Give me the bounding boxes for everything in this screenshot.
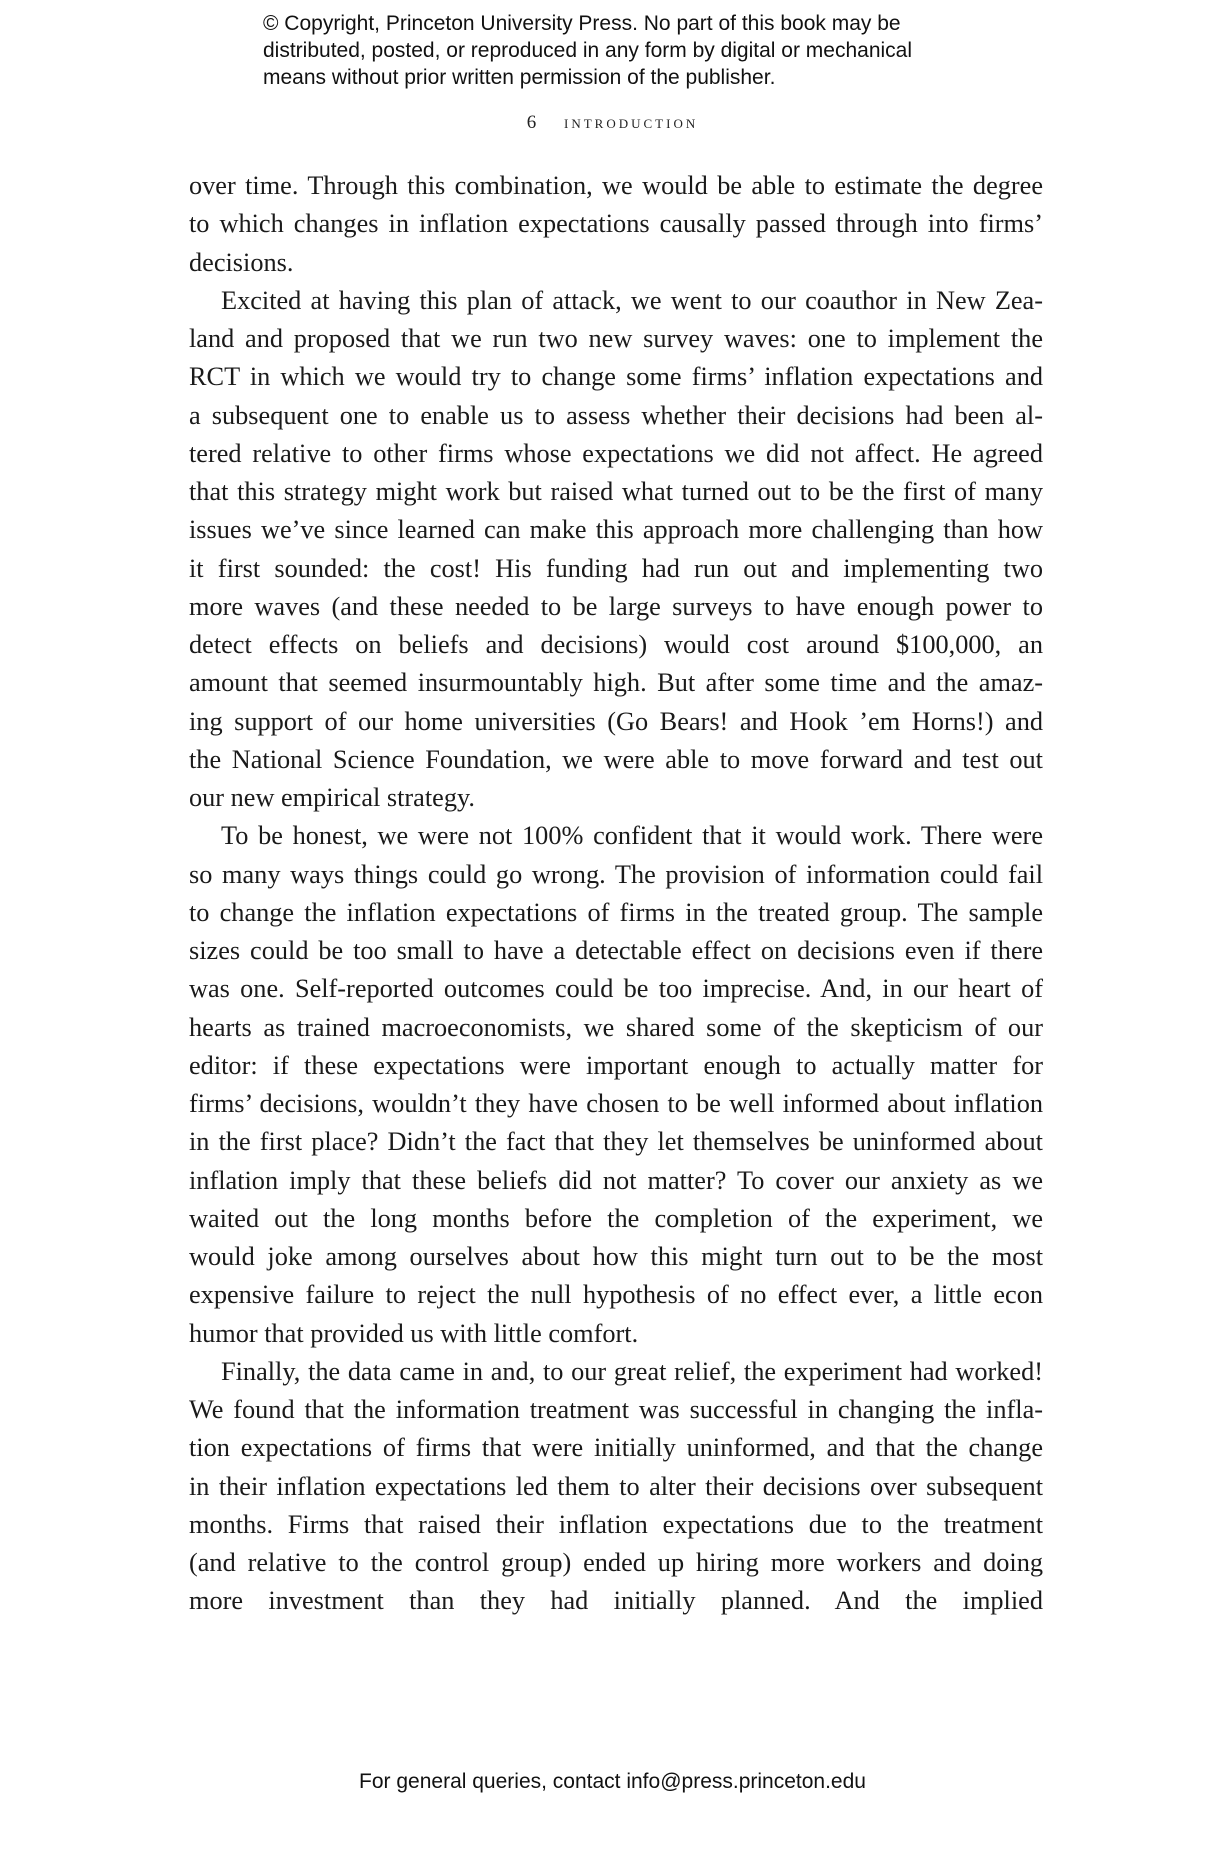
text-line: in the first place? Didn’t the fact that they let themselves be uninformed about (189, 1127, 1043, 1157)
running-head (0, 112, 1225, 134)
copyright-notice (263, 10, 983, 91)
footer-contact: For general queries, contact info@press.princeton.edu (359, 1770, 866, 1793)
text-line: RCT in which we would try to change some firms’ inflation expectations and (189, 362, 1043, 392)
text-line: would joke among ourselves about how this might turn out to be the most (189, 1242, 1043, 1271)
text-line: Excited at having this plan of attack, we went to our coauthor in New Zea- (221, 285, 1043, 315)
text-line: it first sounded: the cost! His funding had run out and implementing two (189, 553, 1043, 583)
copyright-line: distributed, posted, or reproduced in any form by digital or mechanical (263, 39, 913, 62)
text-line: hearts as trained macroeconomists, we shared some of the skepticism of our (189, 1012, 1043, 1042)
text-line: was one. Self-reported outcomes could be too imprecise. And, in our heart of (189, 974, 1043, 1004)
text-line: To be honest, we were not 100% confident that it would work. There were (221, 821, 1043, 851)
text-line: so many ways things could go wrong. The provision of information could fail (189, 859, 1043, 889)
text-line: ing support of our home universities (Go Bears! and Hook ’em Horns!) and (189, 706, 1043, 736)
text-line: decisions. (189, 247, 294, 277)
copyright-line: © Copyright, Princeton University Press. No part of this book may be (263, 12, 901, 35)
text-line: to change the inflation expectations of firms in the treated group. The sample (189, 897, 1043, 927)
text-line: issues we’ve since learned can make this approach more challenging than how (189, 515, 1043, 545)
chapter-title: introduction (564, 112, 699, 133)
text-line: editor: if these expectations were important enough to actually matter for (189, 1050, 1043, 1080)
text-line: sizes could be too small to have a detectable effect on decisions even if there (189, 936, 1043, 965)
text-line: firms’ decisions, wouldn’t they have chosen to be well informed about inflation (189, 1089, 1043, 1118)
text-line: our new empirical strategy. (189, 783, 475, 812)
copyright-line: means without prior written permission of the publisher. (263, 66, 776, 89)
text-line: the National Science Foundation, we were able to move forward and test out (189, 744, 1043, 774)
text-line: tion expectations of firms that were initially uninformed, and that the change (189, 1433, 1043, 1463)
text-line: months. Firms that raised their inflation expectations due to the treatment (189, 1509, 1043, 1539)
text-line: humor that provided us with little comfort. (189, 1318, 639, 1348)
text-line: (and relative to the control group) ended up hiring more workers and doing (189, 1548, 1043, 1577)
text-line: land and proposed that we run two new survey waves: one to implement the (189, 324, 1043, 353)
body-text (189, 167, 1043, 1621)
text-line: inflation imply that these beliefs did not matter? To cover our anxiety as we (189, 1165, 1043, 1195)
text-line: waited out the long months before the completion of the experiment, we (189, 1203, 1043, 1233)
page-number: 6 (526, 112, 537, 133)
text-line: amount that seemed insurmountably high. But after some time and the amaz- (189, 668, 1043, 698)
text-line: We found that the information treatment was successful in changing the infla- (189, 1395, 1043, 1424)
text-line: over time. Through this combination, we would be able to estimate the degree (189, 171, 1043, 200)
text-line: more investment than they had initially planned. And the implied (189, 1586, 1043, 1616)
text-line: expensive failure to reject the null hypothesis of no effect ever, a little econ (189, 1280, 1043, 1310)
text-line: to which changes in inflation expectations causally passed through into firms’ (189, 209, 1043, 239)
text-line: that this strategy might work but raised what turned out to be the first of many (189, 477, 1043, 506)
text-line: a subsequent one to enable us to assess whether their decisions had been al- (189, 400, 1043, 430)
text-line: tered relative to other firms whose expectations we did not affect. He agreed (189, 438, 1043, 468)
text-line: more waves (and these needed to be large surveys to have enough power to (189, 591, 1043, 621)
text-line: detect effects on beliefs and decisions) would cost around $100,000, an (189, 630, 1043, 659)
text-line: in their inflation expectations led them to alter their decisions over subsequent (189, 1471, 1043, 1501)
text-line: Finally, the data came in and, to our great relief, the experiment had worked! (221, 1356, 1043, 1386)
